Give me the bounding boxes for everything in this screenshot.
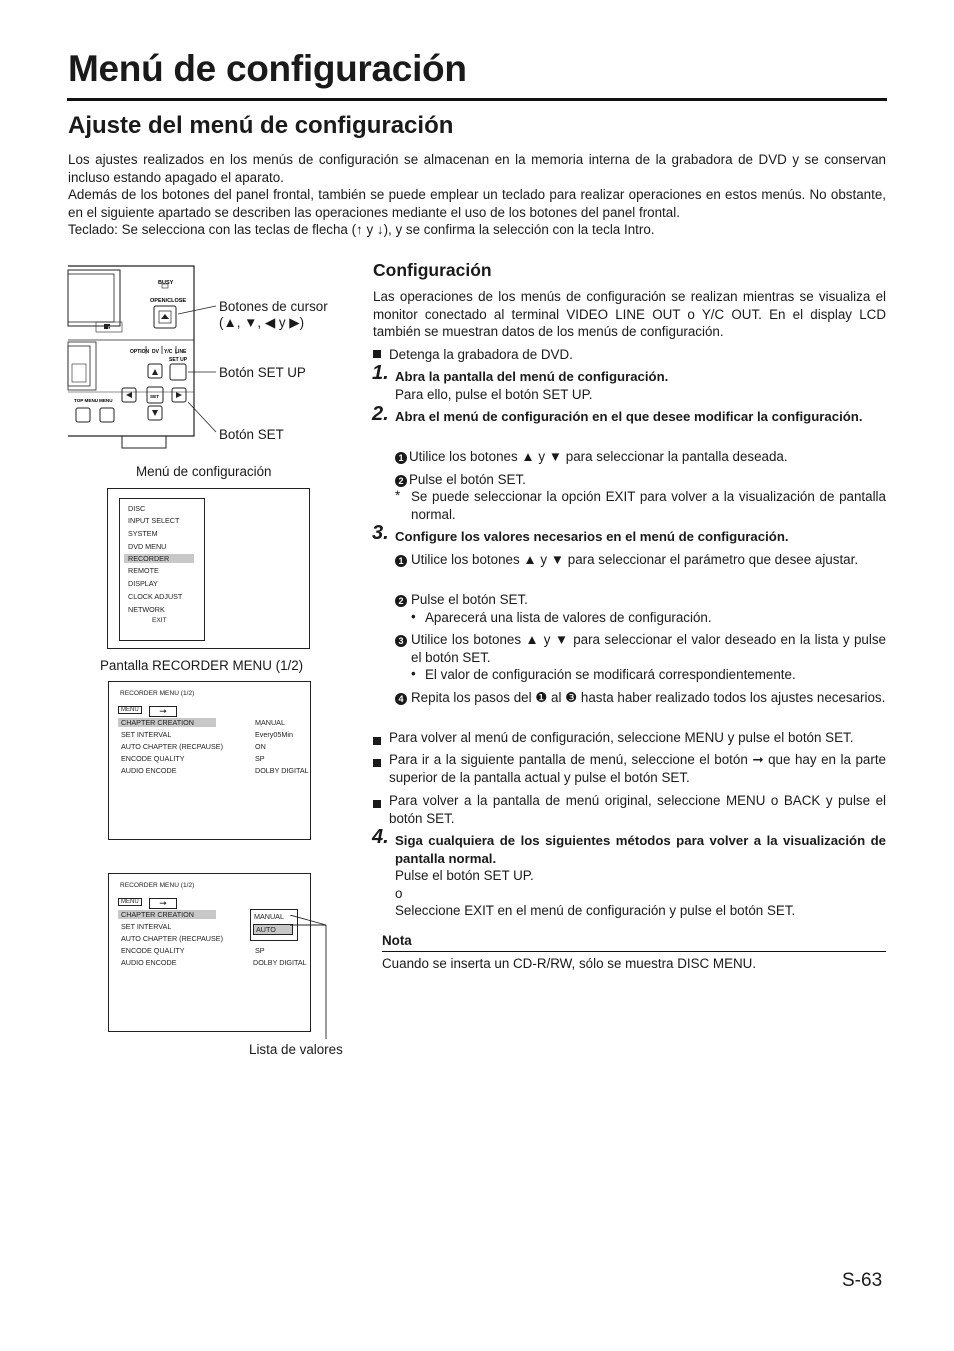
menu-item-network[interactable]: NETWORK <box>128 605 165 614</box>
row-auto-chapter-2[interactable]: AUTO CHAPTER (RECPAUSE) <box>121 934 223 943</box>
nota-text: Cuando se inserta un CD-R/RW, sólo se muestra DISC MENU. <box>382 956 757 971</box>
value-auto-chapter: ON <box>255 742 266 751</box>
step-2-sub-1-text: Utilice los botones ▲ y ▼ para seleccionar la pantalla deseada. <box>409 449 788 464</box>
row-set-interval-2[interactable]: SET INTERVAL <box>121 922 172 931</box>
page-title: Menú de configuración <box>68 48 467 89</box>
recorder-menu-screen <box>108 681 311 840</box>
value-list-leader-lines <box>290 915 330 1040</box>
menu-tab-button-2[interactable]: MENU <box>118 898 142 906</box>
config-intro: Las operaciones de los menús de configuración se realizan mientras se visualiza el monitor conectado al terminal VIDEO LINE OUT o Y/C OUT. En el display LCD también se muestran datos de los menús de configuración. <box>373 289 886 340</box>
recorder-menu-caption: Pantalla RECORDER MENU (1/2) <box>100 658 304 673</box>
section-title: Ajuste del menú de configuración <box>68 112 454 139</box>
nota-rule <box>382 951 886 952</box>
value-audio-encode-2: DOLBY DIGITAL <box>253 958 307 967</box>
step-4-line-2: o <box>395 886 403 901</box>
step-4-line-3: Seleccione EXIT en el menú de configuración y pulse el botón SET. <box>395 903 796 918</box>
step-2-sub-2 <box>395 471 886 489</box>
recorder-menu-title: RECORDER MENU (1/2) <box>120 690 195 697</box>
recorder-menu-value-list-screen <box>108 873 311 1032</box>
row-audio-encode[interactable]: AUDIO ENCODE <box>121 766 177 775</box>
title-rule <box>67 98 887 101</box>
step-2-title: Abra el menú de configuración en el que desee modificar la configuración. <box>395 409 863 424</box>
setup-menu-list <box>119 498 205 641</box>
busy-label: BUSY <box>158 280 174 286</box>
step-3-number: 3. <box>372 522 389 544</box>
circled-2-icon: 2 <box>395 475 407 487</box>
step-3-title: Configure los valores necesarios en el menú de configuración. <box>395 529 789 544</box>
row-encode-quality-2[interactable]: ENCODE QUALITY <box>121 946 185 955</box>
setup-button-label: Botón SET UP <box>219 365 306 380</box>
option-label: OPTION <box>130 349 150 355</box>
front-panel-illustration <box>66 262 226 452</box>
intro-paragraph-1: Los ajustes realizados en los menús de configuración se almacenan en la memoria interna de la grabadora de DVD y se conservan incluso estando apagado el aparato. <box>68 152 886 185</box>
menu-tab-button[interactable]: MENU <box>118 706 142 714</box>
step-3-sub-3: Utilice los botones ▲ y ▼ para seleccionar el valor deseado en la lista y pulse el botón SET. <box>411 632 886 665</box>
value-set-interval: Every05Min <box>255 730 293 739</box>
menu-item-recorder[interactable]: RECORDER <box>124 554 194 563</box>
circled-3-icon: 3 <box>395 631 409 649</box>
value-option-auto[interactable]: AUTO <box>253 924 293 935</box>
square-bullet-icon-2 <box>373 755 389 773</box>
value-encode-quality-2: SP <box>255 946 265 955</box>
config-heading: Configuración <box>373 260 492 280</box>
step-2-note: Se puede seleccionar la opción EXIT para volver a la visualización de pantalla normal. <box>411 489 886 522</box>
step-1-title: Abra la pantalla del menú de configuración. <box>395 369 669 384</box>
setup-menu-screen <box>107 488 310 649</box>
step-3-sub-3-note: El valor de configuración se modificará correspondientemente. <box>425 667 796 682</box>
open-close-label: OPEN/CLOSE <box>150 298 187 304</box>
step-3-sub-2: Pulse el botón SET. <box>411 592 528 607</box>
asterisk-mark: * <box>395 488 401 503</box>
next-arrow-button[interactable]: ➞ <box>149 706 177 717</box>
row-auto-chapter[interactable]: AUTO CHAPTER (RECPAUSE) <box>121 742 223 751</box>
line-label: LINE <box>175 349 187 355</box>
cursor-buttons-label: Botones de cursor <box>219 299 328 314</box>
nota-heading: Nota <box>382 933 412 948</box>
top-menu-label: TOP MENU <box>74 398 99 403</box>
step-3-sub-2-note: Aparecerá una lista de valores de configuración. <box>425 610 712 625</box>
dolby-logo: DOLBY <box>108 326 122 330</box>
bullet-return-menu: Para volver al menú de configuración, seleccione MENU y pulse el botón SET. <box>389 730 854 745</box>
next-arrow-button-2[interactable]: ➞ <box>149 898 177 909</box>
value-chapter-creation: MANUAL <box>255 718 285 727</box>
row-encode-quality[interactable]: ENCODE QUALITY <box>121 754 185 763</box>
step-2-sub-1 <box>395 448 886 466</box>
bullet-next-screen: Para ir a la siguiente pantalla de menú, seleccione el botón ➞ que hay en la parte superior de la pantalla actual y pulse el botón SET. <box>389 752 886 785</box>
circled-4-icon: 4 <box>395 689 409 707</box>
cursor-symbols-label: (▲, ▼, ◀ y ▶) <box>219 315 305 330</box>
row-audio-encode-2[interactable]: AUDIO ENCODE <box>121 958 177 967</box>
square-bullet-icon-1 <box>373 733 389 751</box>
circled-2-icon-b: 2 <box>395 591 409 609</box>
row-chapter-creation-2[interactable]: CHAPTER CREATION <box>118 910 216 919</box>
step-3-sub-1: Utilice los botones ▲ y ▼ para seleccionar el parámetro que desee ajustar. <box>411 552 859 567</box>
menu-item-exit[interactable]: EXIT <box>152 617 167 624</box>
menu-item-dvd-menu[interactable]: DVD MENU <box>128 542 167 551</box>
step-1-number: 1. <box>372 362 389 384</box>
value-encode-quality: SP <box>255 754 265 763</box>
menu-panel-label: MENU <box>99 398 113 403</box>
intro-text <box>68 151 886 239</box>
step-4-number: 4. <box>372 826 389 848</box>
value-audio-encode: DOLBY DIGITAL <box>255 766 309 775</box>
menu-item-display[interactable]: DISPLAY <box>128 579 158 588</box>
intro-paragraph-3: Teclado: Se selecciona con las teclas de flecha (↑ y ↓), y se confirma la selección con la tecla Intro. <box>68 222 655 238</box>
step-2-sub-2-text: Pulse el botón SET. <box>409 472 526 487</box>
value-option-manual[interactable]: MANUAL <box>254 912 284 921</box>
step-2-number: 2. <box>372 403 389 425</box>
bullet-original-menu: Para volver a la pantalla de menú original, seleccione MENU o BACK y pulse el botón SET. <box>389 793 886 826</box>
step-4-line-1: Pulse el botón SET UP. <box>395 868 534 883</box>
row-chapter-creation[interactable]: CHAPTER CREATION <box>118 718 216 727</box>
step-1-text: Para ello, pulse el botón SET UP. <box>395 387 593 402</box>
stop-bullet <box>373 346 886 364</box>
intro-paragraph-2: Además de los botones del panel frontal, también se puede emplear un teclado para realizar operaciones en estos menús. No obstante, en el siguiente apartado se describen las operaciones mediante el uso de los botones del panel frontal. <box>68 187 886 220</box>
set-button-label: Botón SET <box>219 427 284 442</box>
recorder-menu-title-2: RECORDER MENU (1/2) <box>120 882 195 889</box>
square-bullet-icon-3 <box>373 796 389 814</box>
menu-item-system[interactable]: SYSTEM <box>128 529 158 538</box>
page-number: S-63 <box>842 1270 883 1291</box>
setup-panel-label: SET UP <box>169 357 188 363</box>
step-3-sub-4: Repita los pasos del ❶ al ❸ hasta haber realizado todos los ajustes necesarios. <box>411 690 886 705</box>
menu-item-remote[interactable]: REMOTE <box>128 566 159 575</box>
stop-bullet-text: Detenga la grabadora de DVD. <box>389 347 573 362</box>
yc-label: Y/C <box>164 349 173 355</box>
dv-label: DV <box>152 349 159 355</box>
step-4-title: Siga cualquiera de los siguientes métodos para volver a la visualización de pantalla normal. <box>395 833 886 866</box>
circled-1-icon: 1 <box>395 452 407 464</box>
dot-bullet-1: • <box>411 609 416 624</box>
circled-1-icon-b: 1 <box>395 551 409 569</box>
dot-bullet-2: • <box>411 666 416 681</box>
row-set-interval[interactable]: SET INTERVAL <box>121 730 172 739</box>
square-bullet-icon <box>373 350 381 358</box>
value-list-caption: Lista de valores <box>249 1042 343 1057</box>
menu-item-clock-adjust[interactable]: CLOCK ADJUST <box>128 592 183 601</box>
set-panel-label: SET <box>150 394 159 399</box>
setup-menu-caption: Menú de configuración <box>136 464 272 479</box>
menu-item-input-select[interactable]: INPUT SELECT <box>128 516 180 525</box>
menu-item-disc[interactable]: DISC <box>128 504 146 513</box>
